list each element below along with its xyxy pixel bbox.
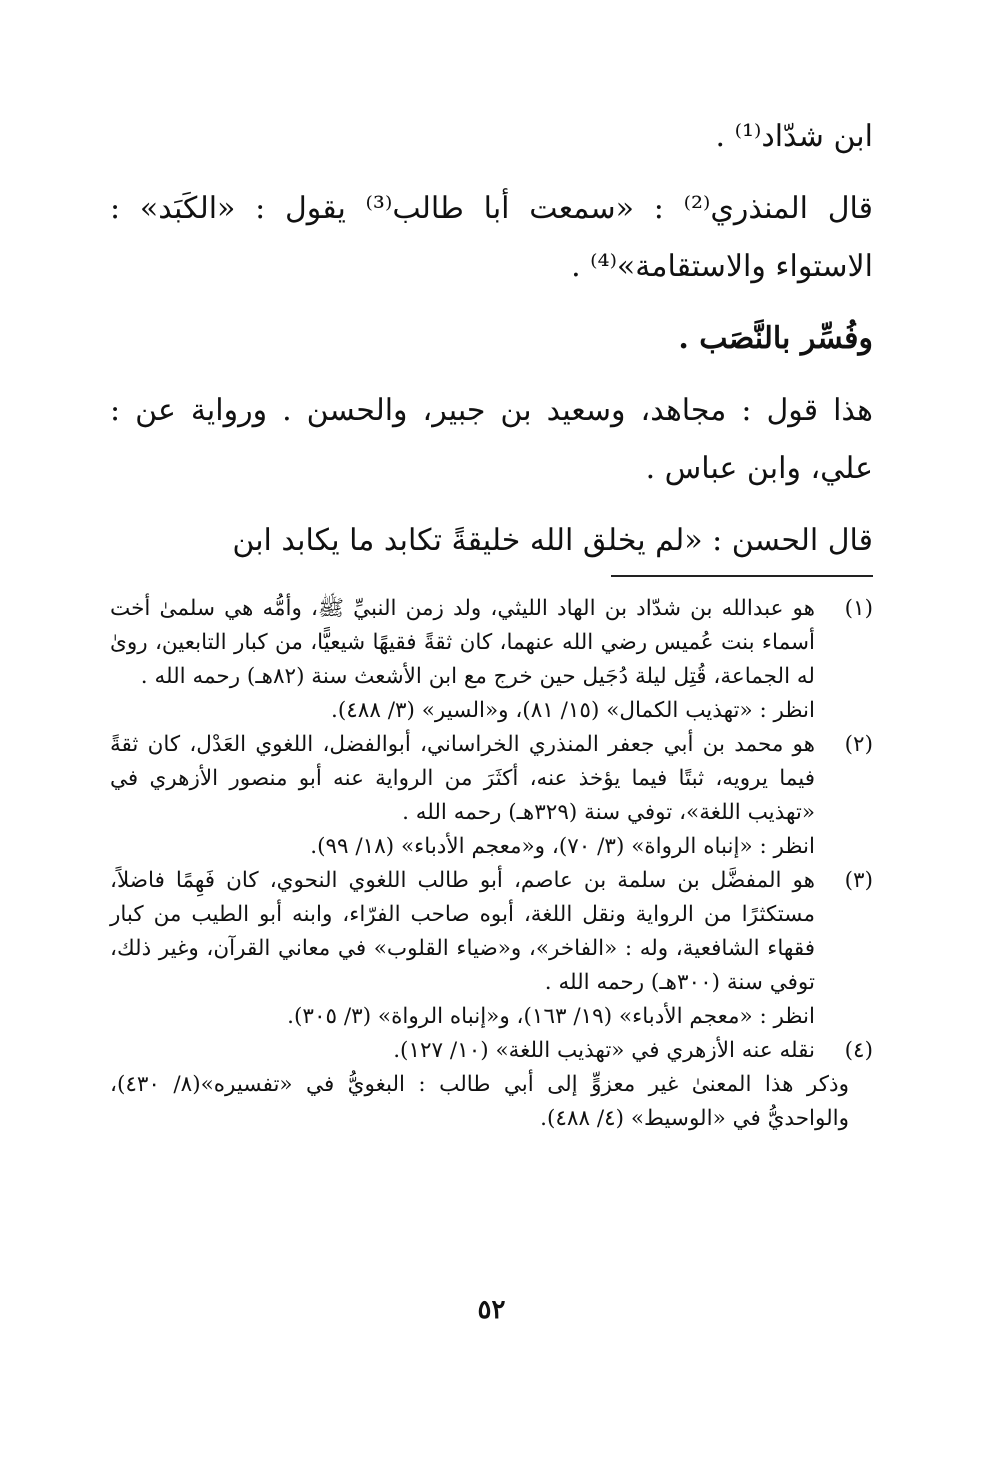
footnote-reference: انظر : «تهذيب الكمال» (١٥/ ٨١)، و«السير» (٣/ ٤٨٨).: [331, 698, 815, 723]
footnote-reference: انظر : «معجم الأدباء» (١٩/ ١٦٣)، و«إنباه الرواة» (٣/ ٣٠٥).: [287, 1004, 815, 1029]
main-quote-mundhiri: قال المنذري⁽²⁾ : «سمعت أبا طالب⁽³⁾ يقول : «الكَبَد» : الاستواء والاستقامة»⁽⁴⁾ .: [110, 191, 873, 284]
footnote-number: (٤): [844, 1038, 873, 1063]
footnote-text: نقله عنه الأزهري في «تهذيب اللغة» (١٠/ ١٢٧).: [393, 1038, 815, 1063]
footnotes: [110, 592, 873, 1136]
footnote-body: [110, 592, 815, 728]
footnote-number: (١): [844, 596, 873, 621]
footnote-number: (٢): [844, 732, 873, 757]
footnote-text: هو المفضَّل بن سلمة بن عاصم، أبو طالب اللغوي النحوي، كان فَهِمًا فاضلاً، مستكثرًا من الرواية ونقل اللغة، أبوه صاحب الفرّاء، وابنه أبو الطيب من كبار فقهاء الشافعية، وله : «الفاخر»، و«ضياء القلوب» في معاني القرآن، وغير ذلك، توفي سنة (٣٠٠هـ) رحمه الله .: [110, 868, 815, 995]
footnote-4: [110, 1034, 873, 1068]
main-heading-nasab: وفُسِّر بالنَّصَب .: [678, 321, 873, 356]
footnote-extra: وذكر هذا المعنىٰ غير معزوٍّ إلى أبي طالب : البغويُّ في «تفسيره»(٨/ ٤٣٠)، والواحديُّ في «الوسيط» (٤/ ٤٨٨).: [110, 1072, 849, 1131]
main-text: [110, 108, 873, 584]
page-number: ٥٢: [477, 1295, 506, 1325]
footnote-3: [110, 864, 873, 1034]
footnote-body: [110, 864, 815, 1034]
footnote-divider: [611, 575, 873, 577]
main-line-continuation: ابن شدّاد⁽¹⁾ .: [715, 119, 873, 154]
footnote-1: [110, 592, 873, 728]
footnote-reference: انظر : «إنباه الرواة» (٣/ ٧٠)، و«معجم الأدباء» (١٨/ ٩٩).: [310, 834, 815, 859]
main-quote-hasan: قال الحسن : «لم يخلق الله خليقةً تكابد ما يكابد ابن: [232, 523, 873, 558]
footnote-text: هو محمد بن أبي جعفر المنذري الخراساني، أبوالفضل، اللغوي العَدْل، كان ثقةً فيما يرويه، ثبتًا فيما يؤخذ عنه، أكثَرَ من الرواية عنه أبو منصور الأزهري في «تهذيب اللغة»، توفي سنة (٣٢٩هـ) رحمه الله .: [110, 732, 815, 825]
main-attribution: هذا قول : مجاهد، وسعيد بن جبير، والحسن . ورواية عن : علي، وابن عباس .: [110, 393, 873, 486]
footnote-number: (٣): [844, 868, 873, 893]
footnote-text: هو عبدالله بن شدّاد بن الهاد الليثي، ولد زمن النبيِّ ﷺ، وأمُّه هي سلمىٰ أخت أسماء بنت عُميس رضي الله عنهما، كان ثقةً فقيهًا شيعيًّا، من كبار التابعين، روىٰ له الجماعة، قُتِل ليلة دُجَيل حين خرج مع ابن الأشعث سنة (٨٢هـ) رحمه الله .: [110, 596, 815, 689]
footnote-body: [110, 1034, 815, 1068]
footnote-body: [110, 728, 815, 864]
footnote-2: [110, 728, 873, 864]
